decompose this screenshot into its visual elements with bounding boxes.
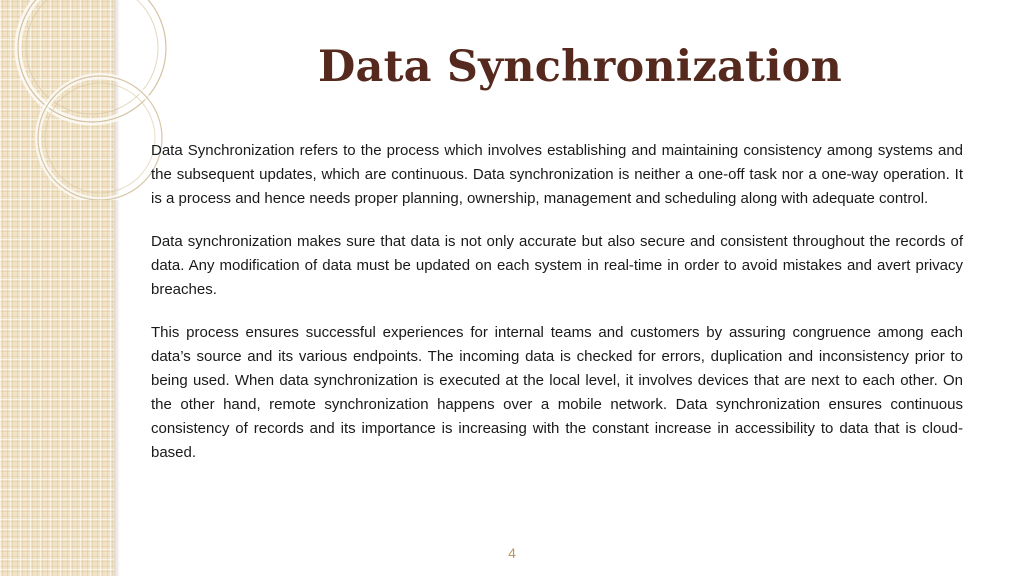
body-paragraph-2: Data synchronization makes sure that data is not only accurate but also secure and consistent throughout the records of data. Any modification of data must be updated on each system in real-time in order to avoid mistakes and avert privacy breaches.: [151, 233, 963, 298]
slide-title: Data Synchronization: [318, 42, 842, 92]
page-number: 4: [508, 545, 516, 561]
body-paragraph-1: Data Synchronization refers to the process which involves establishing and maintaining consistency among systems and the subsequent updates, which are continuous. Data synchronization is neither a one-off task nor a one-way operation. It is a process and hence needs proper planning, ownership, management and scheduling along with adequate control.: [151, 142, 963, 207]
body-paragraph-3: This process ensures successful experiences for internal teams and customers by assuring congruence among each data’s source and its various endpoints. The incoming data is checked for errors, duplication and inconsistency prior to being used. When data synchronization is executed at the local level, it involves devices that are next to each other. On the other hand, remote synchronization happens over a mobile network. Data synchronization ensures continuous consistency of records and its importance is increasing with the constant increase in accessibility to data that is cloud-based.: [151, 324, 963, 461]
slide-body: [151, 139, 963, 484]
